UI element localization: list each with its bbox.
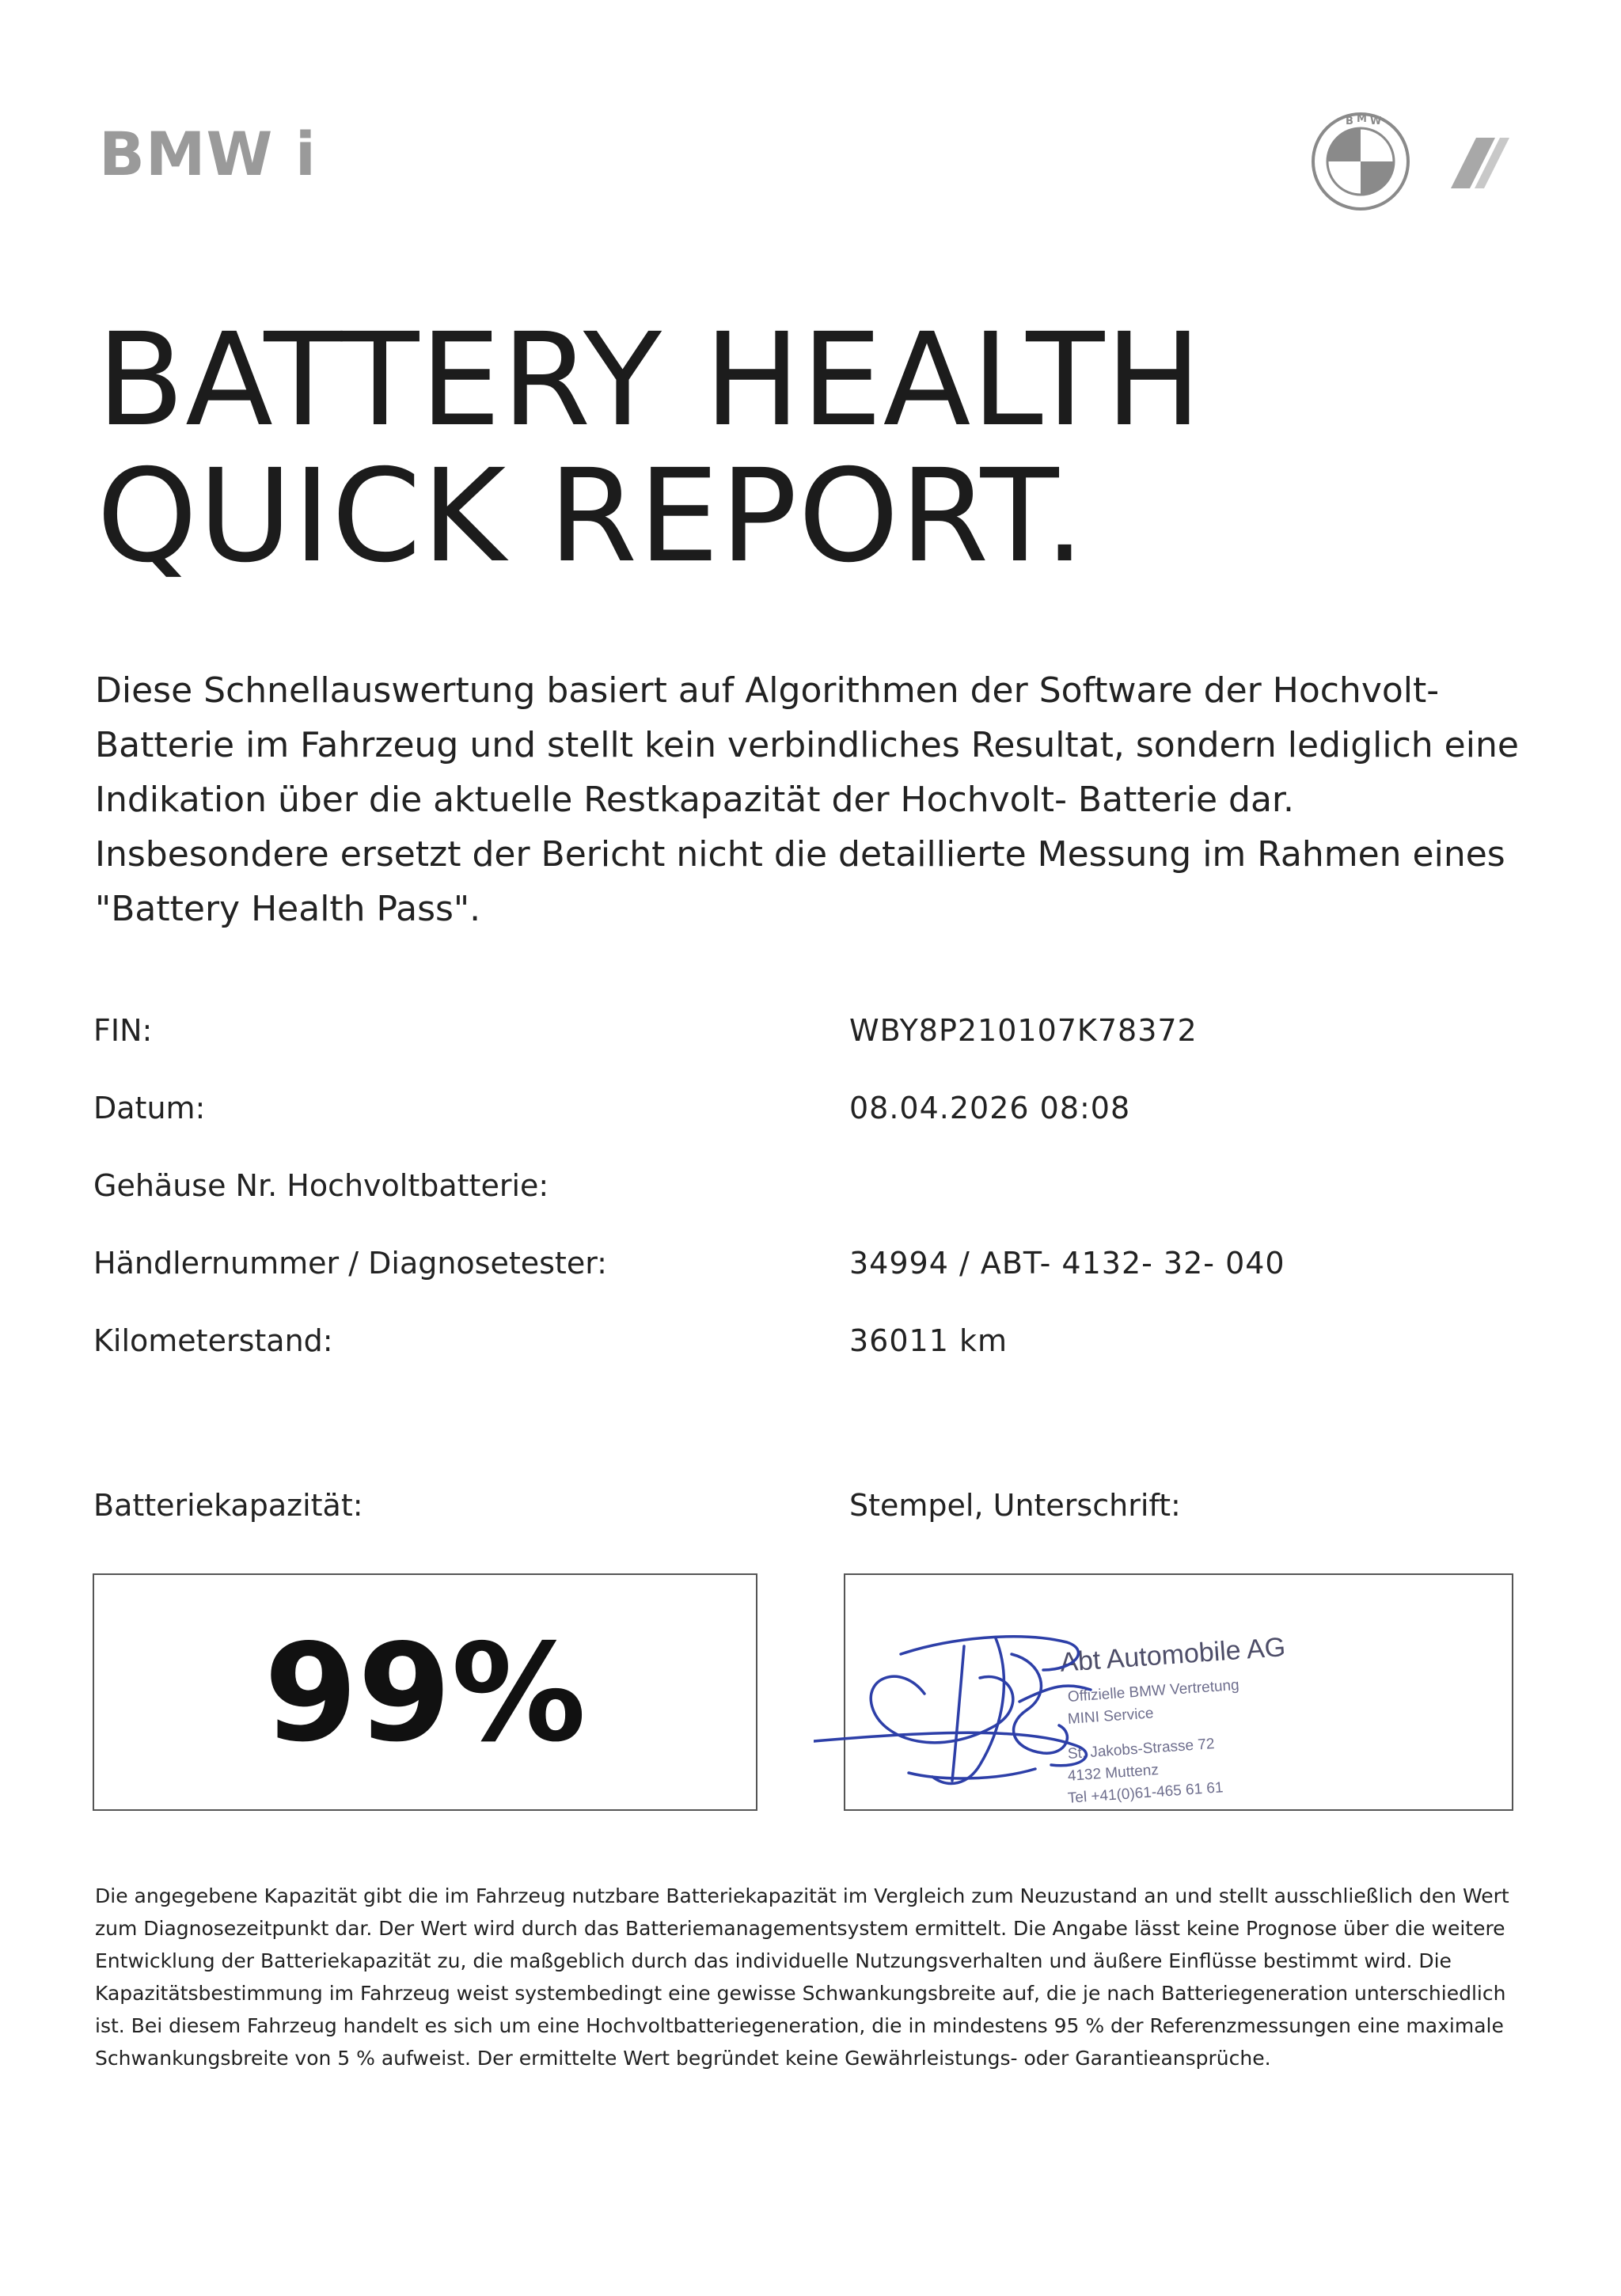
info-row-dealer [93,1246,1534,1323]
date-label: Datum: [93,1091,206,1125]
brand-wordmark: BMW i [99,119,317,189]
report-title [97,306,1203,591]
stamp-company: Abt Automobile AG [1059,1632,1287,1678]
stamp-line-2: MINI Service [1067,1705,1155,1728]
handwritten-signature [814,1607,1304,1797]
svg-text:W: W [1370,116,1382,127]
intro-paragraph: Diese Schnellauswertung basiert auf Algorithmen der Software der Hochvolt- Batterie im Fahrzeug und stellt kein verbindliches Resultat, sondern lediglich eine Indikation über die aktuelle Restkapazität der Hochvolt- Batterie dar. Insbesondere ersetzt der Bericht nicht die detaillierte Messung im Rahmen eines "Battery Health Pass". [95,670,1519,929]
mileage-value: 36011 km [849,1323,1008,1358]
info-row-fin [93,1013,1534,1091]
stamp-signature-box [844,1573,1513,1811]
info-row-date [93,1091,1534,1168]
stamp-line-3: St. Jakobs-Strasse 72 [1067,1736,1216,1763]
bmw-roundel-logo [1310,111,1411,212]
bmw-i-slash-icon [1443,131,1522,195]
dealer-value: 34994 / ABT- 4132- 32- 040 [849,1246,1285,1281]
mileage-label: Kilometerstand: [93,1323,333,1358]
fin-value: WBY8P210107K78372 [849,1013,1198,1048]
report-title-line1: BATTERY HEALTH [97,306,1203,455]
date-value: 08.04.2026 08:08 [849,1091,1131,1125]
battery-housing-label: Gehäuse Nr. Hochvoltbatterie: [93,1168,549,1203]
capacity-label: Batteriekapazität: [93,1488,363,1523]
info-row-battery-housing [93,1168,1534,1246]
dealer-label: Händlernummer / Diagnosetester: [93,1246,607,1281]
info-row-mileage [93,1323,1534,1401]
signature-label: Stempel, Unterschrift: [849,1488,1181,1523]
capacity-box [93,1573,757,1811]
stamp-line-1: Offizielle BMW Vertretung [1067,1676,1240,1706]
header-logos [1310,111,1532,214]
capacity-value: 99% [264,1615,587,1772]
svg-text:B: B [1346,116,1353,127]
stamp-line-4: 4132 Muttenz [1067,1761,1160,1785]
report-title-line2: QUICK REPORT. [97,442,1086,591]
disclaimer-text: Die angegebene Kapazität gibt die im Fahrzeug nutzbare Batteriekapazität im Vergleich zum Neuzustand an und stellt ausschließlich den Wert zum Diagnosezeitpunkt dar. Der Wert wird durch das Batteriemanagementsystem ermittelt. Die Angabe lässt keine Prognose über die weitere Entwicklung der Batteriekapazität zu, die maßgeblich durch das individuelle Nutzungsverhalten und äußere Einflüsse bestimmt wird. Die Kapazitätsbestimmung im Fahrzeug weist systembedingt eine gewisse Schwankungsbreite auf, die je nach Batteriegeneration unterschiedlich ist. Bei diesem Fahrzeug handelt es sich um eine Hochvoltbatteriegeneration, die in mindestens 95 % der Referenzmessungen eine maximale Schwankungsbreite von 5 % aufweist. Der ermittelte Wert begründet keine Gewährleistungs- oder Garantieansprüche. [95,1884,1509,2070]
vehicle-info-table [93,1013,1534,1401]
stamp-line-5: Tel +41(0)61-465 61 61 [1067,1779,1224,1807]
svg-text:M: M [1357,113,1367,125]
fin-label: FIN: [93,1013,153,1048]
